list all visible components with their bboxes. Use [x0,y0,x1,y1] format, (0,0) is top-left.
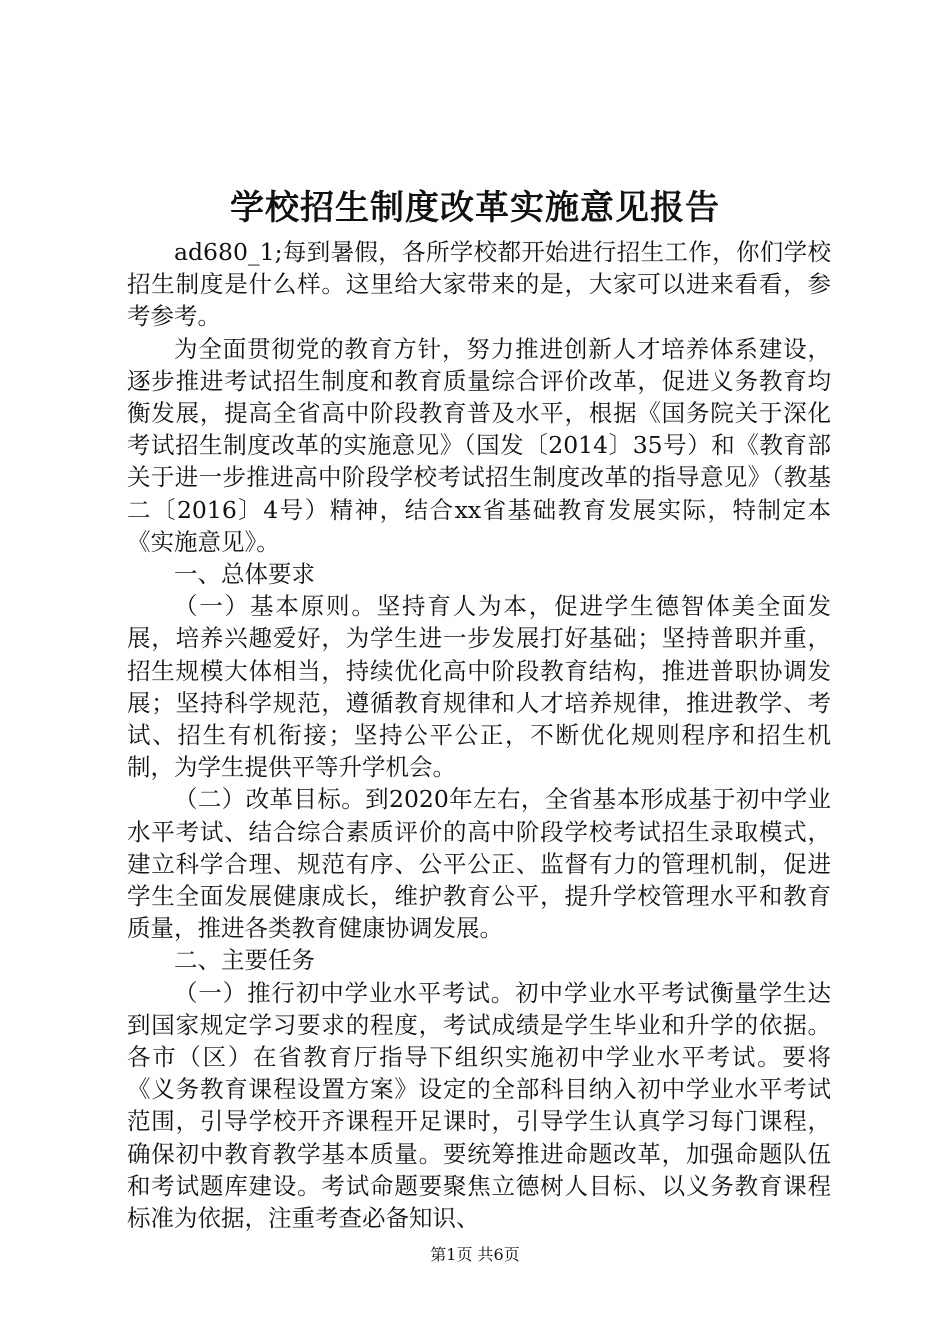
basic-principles-paragraph: （一）基本原则。坚持育人为本，促进学生德智体美全面发展，培养兴趣爱好，为学生进一步发展打好基础；坚持普职并重，招生规模大体相当，持续优化高中阶段教育结构，推进普职协调发展；坚持科学规范，遵循教育规律和人才培养规律，推进教学、考试、招生有机衔接；坚持公平公正，不断优化规则程序和招生机制，为学生提供平等升学机会。 [127,592,831,782]
reform-goals-paragraph: （二）改革目标。到2020年左右，全省基本形成基于初中学业水平考试、结合综合素质评价的高中阶段学校考试招生录取模式，建立科学合理、规范有序、公平公正、监督有力的管理机制，促进学生全面发展健康成长，维护教育公平，提升学校管理水平和教育质量，推进各类教育健康协调发展。 [127,785,831,943]
section-heading-general-requirements: 一、总体要求 [174,560,315,589]
section-heading-main-tasks: 二、主要任务 [174,946,315,975]
page-footer: 第1页 共6页 [430,1245,520,1264]
academic-exam-paragraph: （一）推行初中学业水平考试。初中学业水平考试衡量学生达到国家规定学习要求的程度，考试成绩是学生毕业和升学的依据。各市（区）在省教育厅指导下组织实施初中学业水平考试。要将《义务教育课程设置方案》设定的全部科目纳入初中学业水平考试范围，引导学校开齐课程开足课时，引导学生认真学习每门课程，确保初中教育教学基本质量。要统筹推进命题改革，加强命题队伍和考试题库建设。考试命题要聚焦立德树人目标、以义务教育课程标准为依据，注重考查必备知识、 [127,978,831,1233]
intro-paragraph: ad680_1;每到暑假，各所学校都开始进行招生工作，你们学校招生制度是什么样。这里给大家带来的是，大家可以进来看看，参考参考。 [127,238,831,331]
document-body [127,236,831,1234]
policy-basis-paragraph: 为全面贯彻党的教育方针，努力推进创新人才培养体系建设，逐步推进考试招生制度和教育质量综合评价改革，促进义务教育均衡发展，提高全省高中阶段教育普及水平，根据《国务院关于深化考试招生制度改革的实施意见》（国发〔2014〕35号）和《教育部关于进一步推进高中阶段学校考试招生制度改革的指导意见》（教基二〔2016〕4号）精神，结合xx省基础教育发展实际，特制定本《实施意见》。 [127,334,831,556]
document-title: 学校招生制度改革实施意见报告 [230,188,720,228]
